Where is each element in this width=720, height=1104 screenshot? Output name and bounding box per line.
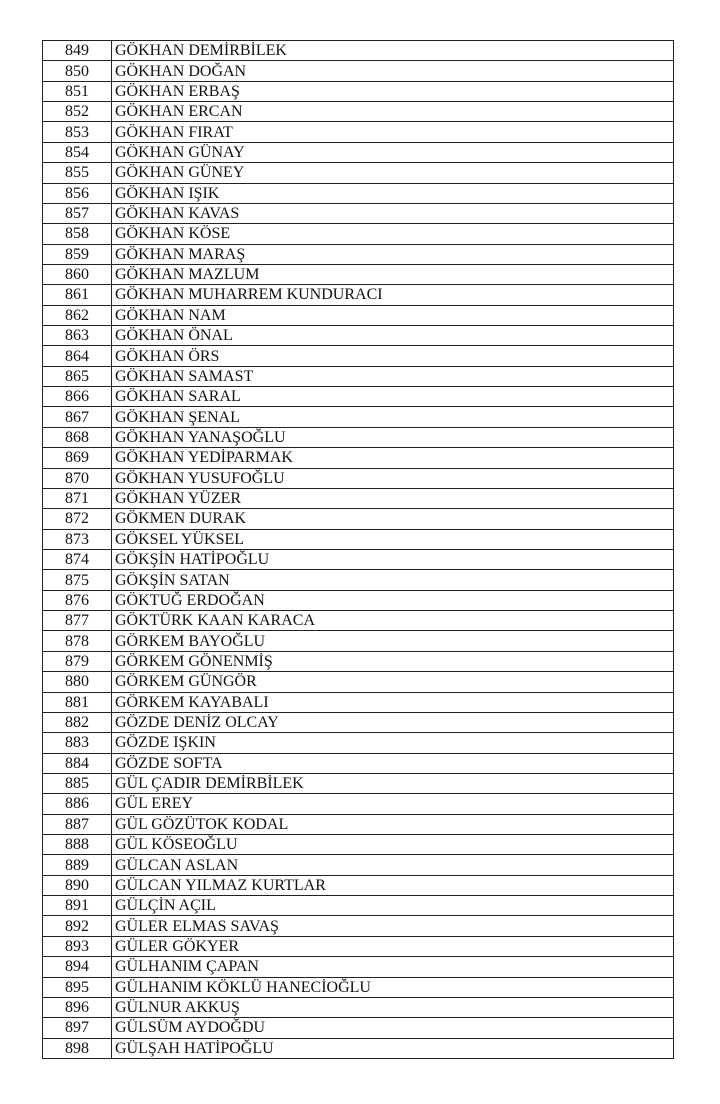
- row-number: 886: [43, 794, 112, 814]
- person-name: GÜLER GÖKYER: [112, 936, 674, 956]
- person-name: GÖKTÜRK KAAN KARACA: [112, 611, 674, 631]
- name-list-table: [42, 40, 674, 1059]
- row-number: 855: [43, 163, 112, 183]
- row-number: 885: [43, 773, 112, 793]
- person-name: GÖKHAN ERBAŞ: [112, 81, 674, 101]
- person-name: GÖRKEM GÖNENMİŞ: [112, 651, 674, 671]
- person-name: GÜLCAN ASLAN: [112, 855, 674, 875]
- table-row: [43, 1018, 674, 1038]
- row-number: 860: [43, 264, 112, 284]
- row-number: 849: [43, 41, 112, 61]
- row-number: 894: [43, 957, 112, 977]
- row-number: 878: [43, 631, 112, 651]
- person-name: GÖZDE DENİZ OLCAY: [112, 712, 674, 732]
- person-name: GÖRKEM KAYABALI: [112, 692, 674, 712]
- person-name: GÖKHAN IŞIK: [112, 183, 674, 203]
- person-name: GÜLER ELMAS SAVAŞ: [112, 916, 674, 936]
- person-name: GÖKHAN ÖRS: [112, 346, 674, 366]
- person-name: GÖKHAN ŞENAL: [112, 407, 674, 427]
- person-name: GÖKHAN KÖSE: [112, 224, 674, 244]
- row-number: 863: [43, 326, 112, 346]
- row-number: 896: [43, 997, 112, 1017]
- table-row: [43, 590, 674, 610]
- person-name: GÖKŞİN HATİPOĞLU: [112, 549, 674, 569]
- table-row: [43, 366, 674, 386]
- table-row: [43, 794, 674, 814]
- person-name: GÖKHAN ERCAN: [112, 102, 674, 122]
- row-number: 888: [43, 835, 112, 855]
- row-number: 897: [43, 1018, 112, 1038]
- table-row: [43, 916, 674, 936]
- row-number: 882: [43, 712, 112, 732]
- row-number: 851: [43, 81, 112, 101]
- person-name: GÖKHAN MAZLUM: [112, 264, 674, 284]
- row-number: 859: [43, 244, 112, 264]
- row-number: 871: [43, 488, 112, 508]
- row-number: 875: [43, 570, 112, 590]
- person-name: GÖZDE IŞKIN: [112, 733, 674, 753]
- person-name: GÖKHAN YUSUFOĞLU: [112, 468, 674, 488]
- table-row: [43, 611, 674, 631]
- table-row: [43, 326, 674, 346]
- person-name: GÖKHAN MUHARREM KUNDURACI: [112, 285, 674, 305]
- person-name: GÖKHAN YANAŞOĞLU: [112, 427, 674, 447]
- person-name: GÖKHAN GÜNEY: [112, 163, 674, 183]
- table-row: [43, 407, 674, 427]
- row-number: 858: [43, 224, 112, 244]
- row-number: 881: [43, 692, 112, 712]
- person-name: GÖKHAN GÜNAY: [112, 142, 674, 162]
- row-number: 891: [43, 896, 112, 916]
- row-number: 890: [43, 875, 112, 895]
- row-number: 873: [43, 529, 112, 549]
- row-number: 895: [43, 977, 112, 997]
- row-number: 889: [43, 855, 112, 875]
- person-name: GÜL GÖZÜTOK KODAL: [112, 814, 674, 834]
- row-number: 892: [43, 916, 112, 936]
- table-row: [43, 977, 674, 997]
- person-name: GÖKHAN MARAŞ: [112, 244, 674, 264]
- person-name: GÜLCAN YILMAZ KURTLAR: [112, 875, 674, 895]
- row-number: 866: [43, 387, 112, 407]
- table-row: [43, 509, 674, 529]
- row-number: 879: [43, 651, 112, 671]
- table-row: [43, 875, 674, 895]
- person-name: GÜLNUR AKKUŞ: [112, 997, 674, 1017]
- row-number: 877: [43, 611, 112, 631]
- person-name: GÜLŞAH HATİPOĞLU: [112, 1038, 674, 1058]
- row-number: 887: [43, 814, 112, 834]
- row-number: 864: [43, 346, 112, 366]
- table-row: [43, 733, 674, 753]
- row-number: 850: [43, 61, 112, 81]
- table-row: [43, 203, 674, 223]
- table-row: [43, 61, 674, 81]
- table-row: [43, 427, 674, 447]
- person-name: GÖKTUĞ ERDOĞAN: [112, 590, 674, 610]
- person-name: GÖKHAN SARAL: [112, 387, 674, 407]
- table-body: [43, 41, 674, 1059]
- person-name: GÜL ÇADIR DEMİRBİLEK: [112, 773, 674, 793]
- person-name: GÖRKEM BAYOĞLU: [112, 631, 674, 651]
- row-number: 872: [43, 509, 112, 529]
- table-row: [43, 224, 674, 244]
- table-row: [43, 570, 674, 590]
- table-row: [43, 387, 674, 407]
- table-row: [43, 672, 674, 692]
- table-row: [43, 957, 674, 977]
- person-name: GÖZDE SOFTA: [112, 753, 674, 773]
- person-name: GÖKHAN FIRAT: [112, 122, 674, 142]
- person-name: GÖKHAN SAMAST: [112, 366, 674, 386]
- table-row: [43, 712, 674, 732]
- row-number: 853: [43, 122, 112, 142]
- row-number: 852: [43, 102, 112, 122]
- person-name: GÜLHANIM ÇAPAN: [112, 957, 674, 977]
- row-number: 862: [43, 305, 112, 325]
- person-name: GÖKMEN DURAK: [112, 509, 674, 529]
- row-number: 854: [43, 142, 112, 162]
- table-row: [43, 814, 674, 834]
- table-row: [43, 855, 674, 875]
- person-name: GÖKHAN NAM: [112, 305, 674, 325]
- table-row: [43, 753, 674, 773]
- row-number: 867: [43, 407, 112, 427]
- table-row: [43, 835, 674, 855]
- table-row: [43, 305, 674, 325]
- row-number: 884: [43, 753, 112, 773]
- table-row: [43, 631, 674, 651]
- table-row: [43, 692, 674, 712]
- table-row: [43, 773, 674, 793]
- table-row: [43, 244, 674, 264]
- table-row: [43, 1038, 674, 1058]
- row-number: 876: [43, 590, 112, 610]
- person-name: GÜLSÜM AYDOĞDU: [112, 1018, 674, 1038]
- row-number: 893: [43, 936, 112, 956]
- person-name: GÖKHAN YEDİPARMAK: [112, 448, 674, 468]
- person-name: GÖKŞİN SATAN: [112, 570, 674, 590]
- table-row: [43, 81, 674, 101]
- table-row: [43, 285, 674, 305]
- row-number: 857: [43, 203, 112, 223]
- table-row: [43, 41, 674, 61]
- table-row: [43, 488, 674, 508]
- row-number: 865: [43, 366, 112, 386]
- person-name: GÜL KÖSEOĞLU: [112, 835, 674, 855]
- row-number: 869: [43, 448, 112, 468]
- table-row: [43, 549, 674, 569]
- person-name: GÖKHAN YÜZER: [112, 488, 674, 508]
- table-row: [43, 468, 674, 488]
- person-name: GÖKHAN DOĞAN: [112, 61, 674, 81]
- person-name: GÖKHAN DEMİRBİLEK: [112, 41, 674, 61]
- table-row: [43, 142, 674, 162]
- row-number: 861: [43, 285, 112, 305]
- table-row: [43, 448, 674, 468]
- table-row: [43, 896, 674, 916]
- person-name: GÜL EREY: [112, 794, 674, 814]
- row-number: 898: [43, 1038, 112, 1058]
- table-row: [43, 122, 674, 142]
- table-row: [43, 264, 674, 284]
- table-row: [43, 102, 674, 122]
- person-name: GÖRKEM GÜNGÖR: [112, 672, 674, 692]
- row-number: 868: [43, 427, 112, 447]
- table-row: [43, 163, 674, 183]
- row-number: 856: [43, 183, 112, 203]
- person-name: GÖKHAN KAVAS: [112, 203, 674, 223]
- row-number: 870: [43, 468, 112, 488]
- table-row: [43, 346, 674, 366]
- row-number: 880: [43, 672, 112, 692]
- table-row: [43, 529, 674, 549]
- person-name: GÜLHANIM KÖKLÜ HANECİOĞLU: [112, 977, 674, 997]
- table-row: [43, 183, 674, 203]
- table-row: [43, 997, 674, 1017]
- row-number: 874: [43, 549, 112, 569]
- person-name: GÖKSEL YÜKSEL: [112, 529, 674, 549]
- person-name: GÖKHAN ÖNAL: [112, 326, 674, 346]
- table-row: [43, 936, 674, 956]
- row-number: 883: [43, 733, 112, 753]
- person-name: GÜLÇİN AÇIL: [112, 896, 674, 916]
- table-row: [43, 651, 674, 671]
